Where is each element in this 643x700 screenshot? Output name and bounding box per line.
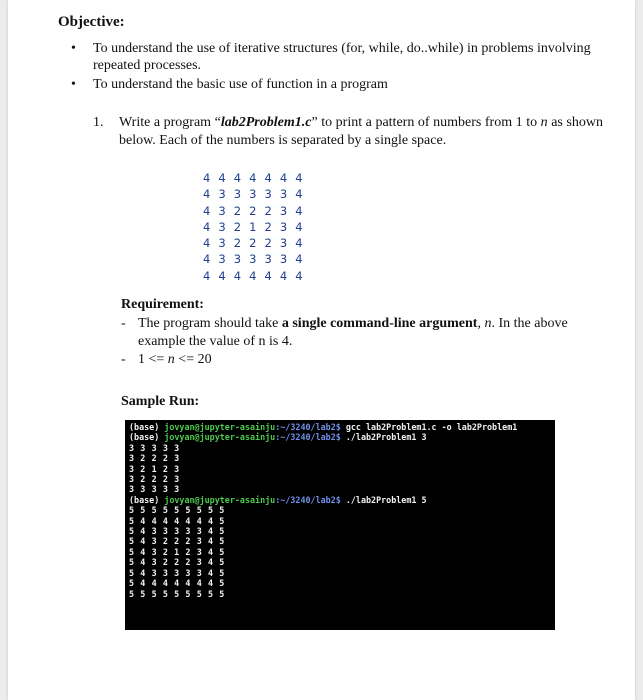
terminal-output-text: 5 4 3 2 1 2 3 4 5 (129, 546, 225, 557)
number-pattern (203, 170, 305, 284)
variable-n: n (167, 352, 175, 367)
terminal-prompt-prefix: (base) (129, 494, 165, 505)
terminal-output-text: 3 3 3 3 3 (129, 442, 180, 453)
objective-item (58, 76, 603, 93)
terminal-output-line (129, 568, 551, 578)
requirement-bold-text: a single command-line argument (281, 316, 478, 331)
requirement-heading: Requirement: (121, 297, 204, 312)
terminal-command: ./lab2Problem1 5 (340, 494, 427, 505)
requirement-text: 1 <= (138, 352, 168, 367)
terminal-output-text: 3 2 2 2 3 (129, 474, 180, 485)
terminal-output-line (129, 474, 551, 484)
terminal-output-text: 5 4 4 4 4 4 4 4 5 (129, 515, 225, 526)
terminal-output-line (129, 464, 551, 474)
objective-heading: Objective: (58, 14, 125, 30)
terminal-output-text: 5 4 3 3 3 3 3 4 5 (129, 526, 225, 537)
requirement-item (118, 351, 603, 369)
terminal-path: :~/3240/lab2$ (275, 494, 341, 505)
terminal-output-line (129, 516, 551, 526)
terminal-output-line (129, 578, 551, 588)
terminal-output-text: 3 2 2 2 3 (129, 453, 180, 464)
dash-icon: - (121, 352, 126, 367)
objective-list (58, 40, 603, 95)
terminal-command-line (129, 432, 551, 442)
pattern-row: 4 4 4 4 4 4 4 (203, 171, 305, 185)
terminal-path: :~/3240/lab2$ (275, 432, 341, 443)
question-text-part: Write a program “ (119, 115, 221, 130)
question-1 (93, 114, 603, 150)
objective-text: To understand the basic use of function in a program (93, 77, 388, 92)
terminal-command: ./lab2Problem1 3 (340, 432, 427, 443)
terminal-window (125, 420, 555, 630)
document-page (8, 0, 635, 700)
program-filename: lab2Problem1.c (220, 115, 312, 130)
question-number: 1. (93, 115, 104, 130)
terminal-user-host: jovyan@jupyter-asainju (164, 432, 276, 443)
objective-item (58, 40, 603, 74)
dash-icon: - (121, 316, 126, 331)
question-text-part: as shown below. Each of the numbers is separated by a single space. (119, 115, 603, 148)
terminal-output-text: 5 5 5 5 5 5 5 5 5 (129, 588, 225, 599)
sample-run-heading: Sample Run: (121, 394, 200, 409)
terminal-command-line (129, 495, 551, 505)
pattern-row: 4 4 4 4 4 4 4 (203, 268, 305, 283)
terminal-output-text: 3 2 1 2 3 (129, 463, 180, 474)
pattern-row: 4 3 3 3 3 3 4 (203, 252, 305, 267)
requirement-list (118, 315, 603, 369)
terminal-output-line (129, 443, 551, 453)
variable-n: n (540, 115, 548, 130)
terminal-prompt-prefix: (base) (129, 432, 165, 443)
terminal-path: :~/3240/lab2$ (275, 422, 341, 432)
terminal-output-text: 5 4 3 3 3 3 3 4 5 (129, 567, 225, 578)
terminal-output-text: 5 4 3 2 2 2 3 4 5 (129, 536, 225, 547)
objective-text: To understand the use of iterative structures (for, while, do..while) in problems involving repeated processes. (93, 41, 591, 73)
requirement-item (118, 315, 603, 351)
terminal-output-line (129, 526, 551, 536)
pattern-row: 4 3 2 2 2 3 4 (203, 236, 305, 251)
question-text (93, 114, 603, 150)
pattern-row: 4 3 3 3 3 3 4 (203, 187, 305, 202)
terminal-output-text: 5 5 5 5 5 5 5 5 5 (129, 505, 225, 516)
terminal-output-line (129, 589, 551, 599)
terminal-user-host: jovyan@jupyter-asainju (164, 494, 276, 505)
terminal-output-line (129, 453, 551, 463)
question-text-part: ” to print a pattern of numbers from 1 to (311, 115, 541, 130)
bullet-icon: • (71, 77, 76, 92)
terminal-output-text: 5 4 3 2 2 2 3 4 5 (129, 557, 225, 568)
requirement-text: , (477, 316, 485, 331)
terminal-command-line (129, 422, 551, 432)
terminal-output-text: 5 4 4 4 4 4 4 4 5 (129, 578, 225, 589)
terminal-output-text: 3 3 3 3 3 (129, 484, 180, 495)
bullet-icon: • (71, 41, 76, 56)
requirement-text: . In the above example the value of n is 4. (138, 316, 568, 349)
pattern-row: 4 3 2 2 2 3 4 (203, 203, 305, 218)
requirement-text: <= 20 (174, 352, 212, 367)
terminal-output-line (129, 536, 551, 546)
terminal-output-line (129, 547, 551, 557)
terminal-user-host: jovyan@jupyter-asainju (164, 422, 276, 432)
requirement-text: The program should take (138, 316, 282, 331)
variable-n: n (484, 316, 492, 331)
terminal-output-line (129, 557, 551, 567)
terminal-output-line (129, 484, 551, 494)
terminal-output-line (129, 505, 551, 515)
pattern-row: 4 3 2 1 2 3 4 (203, 219, 305, 234)
terminal-prompt-prefix: (base) (129, 422, 165, 432)
terminal-command: gcc lab2Problem1.c -o lab2Problem1 (340, 422, 518, 432)
